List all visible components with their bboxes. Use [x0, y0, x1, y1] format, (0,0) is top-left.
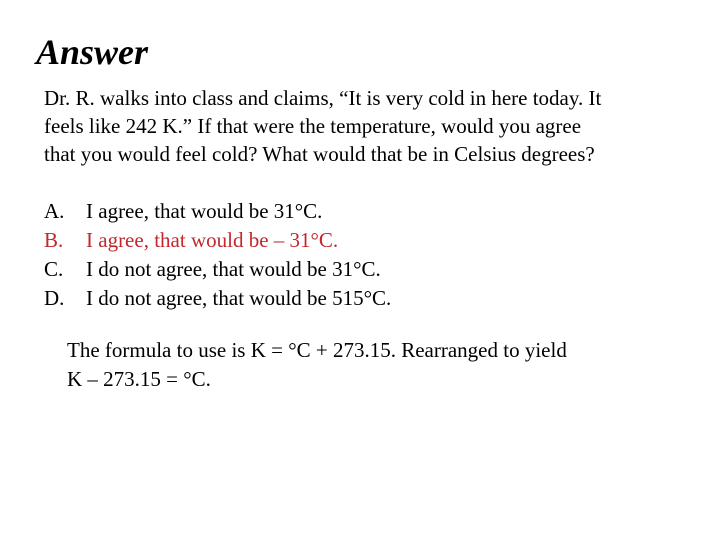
explanation-line: K – 273.15 = °C.	[67, 367, 211, 391]
question-line: feels like 242 K.” If that were the temperature, would you agree	[44, 114, 582, 138]
choice-letter: A.	[44, 199, 65, 223]
choice-text: I do not agree, that would be 31°C.	[86, 257, 381, 281]
choice-letter: B.	[44, 228, 64, 252]
explanation-line: The formula to use is K = °C + 273.15. Rearranged to yield	[67, 338, 567, 362]
choice-d	[44, 284, 391, 313]
choice-letter: C.	[44, 257, 64, 281]
choice-text: I agree, that would be 31°C.	[86, 199, 323, 223]
explanation-text	[67, 336, 567, 394]
question-line: that you would feel cold? What would that be in Celsius degrees?	[44, 142, 595, 166]
answer-choices	[44, 197, 391, 313]
choice-text: I agree, that would be – 31°C.	[86, 228, 339, 252]
choice-b	[44, 226, 391, 255]
slide-title: Answer	[36, 32, 149, 72]
choice-text: I do not agree, that would be 515°C.	[86, 286, 392, 310]
question-line: Dr. R. walks into class and claims, “It is very cold in here today. It	[44, 86, 602, 110]
choice-c	[44, 255, 391, 284]
choice-letter: D.	[44, 286, 65, 310]
question-text	[44, 84, 704, 168]
choice-a	[44, 197, 391, 226]
